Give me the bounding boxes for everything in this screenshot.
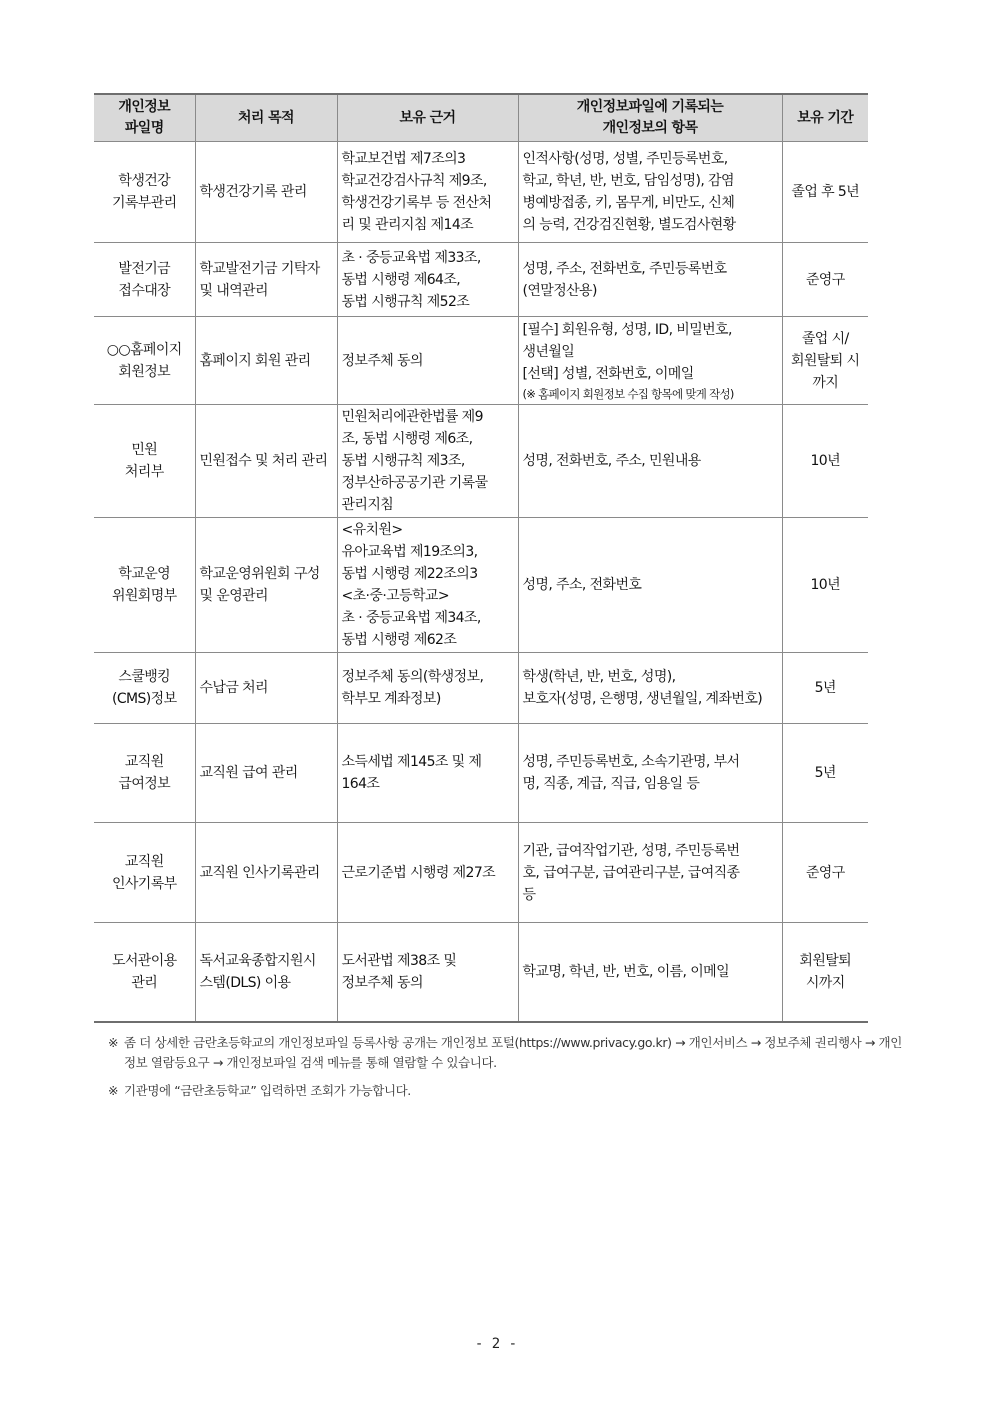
cell-line: 학교명, 학년, 반, 번호, 이름, 이메일 bbox=[522, 963, 730, 980]
cell-items bbox=[518, 653, 782, 724]
footnote-text: 기관명에 “금란초등학교” 입력하면 조회가 가능합니다. bbox=[124, 1083, 411, 1098]
cell-retention bbox=[782, 724, 868, 823]
cell-line: 근로기준법 시행령 제27조 bbox=[341, 864, 496, 881]
header-basis bbox=[337, 94, 518, 142]
cell-line: 학부모 계좌정보) bbox=[341, 691, 441, 707]
cell-line: 학생건강기록 관리 bbox=[199, 184, 307, 200]
cell-line: 정보주체 동의(학생정보, bbox=[341, 669, 484, 685]
cell-line: 정보주체 동의 bbox=[341, 974, 423, 991]
header-line: 처리 목적 bbox=[238, 109, 294, 126]
cell-line: 학교운영 bbox=[118, 566, 171, 582]
cell-line: 등 bbox=[522, 886, 536, 903]
cell-line: 병예방접종, 키, 몸무게, 비만도, 신체 bbox=[522, 195, 735, 211]
reference-mark: ※ bbox=[108, 1083, 119, 1098]
cell-line: 졸업 시/ bbox=[801, 330, 849, 347]
cell-line: 리 및 관리지침 제14조 bbox=[341, 217, 474, 233]
footnotes bbox=[108, 1033, 908, 1109]
table-row bbox=[94, 823, 868, 923]
cell-items bbox=[518, 243, 782, 317]
cell-line: 조, 동법 시행령 제6조, bbox=[341, 431, 473, 447]
cell-line: 준영구 bbox=[805, 864, 845, 881]
table-row bbox=[94, 724, 868, 823]
cell-retention bbox=[782, 405, 868, 518]
cell-line: 회원정보 bbox=[118, 363, 171, 380]
cell-line: 및 운영관리 bbox=[199, 588, 268, 604]
header-line: 파일명 bbox=[124, 120, 164, 136]
cell-file-name bbox=[94, 724, 195, 823]
cell-line: 민원 bbox=[131, 442, 158, 458]
items-note: (※ 홈페이지 회원정보 수집 항목에 맞게 작성) bbox=[522, 386, 734, 401]
cell-line: 수납금 처리 bbox=[199, 680, 268, 696]
header-purpose bbox=[195, 94, 337, 142]
header-file-name bbox=[94, 94, 195, 142]
cell-line: 관리 bbox=[131, 974, 158, 991]
cell-line: 10년 bbox=[810, 453, 841, 469]
cell-line: 학생건강기록부 등 전산처 bbox=[341, 195, 492, 211]
cell-basis bbox=[337, 243, 518, 317]
cell-purpose bbox=[195, 823, 337, 923]
cell-line: 유아교육법 제19조의3, bbox=[341, 544, 478, 560]
cell-line: 독서교육종합지원시 bbox=[199, 952, 316, 969]
cell-retention bbox=[782, 823, 868, 923]
cell-line: (연말정산용) bbox=[522, 282, 597, 299]
cell-line: 홈페이지 회원 관리 bbox=[199, 352, 311, 369]
cell-line: 스쿨뱅킹 bbox=[118, 669, 171, 685]
cell-purpose bbox=[195, 724, 337, 823]
table-row bbox=[94, 405, 868, 518]
cell-purpose bbox=[195, 317, 337, 405]
cell-line: 교직원 인사기록관리 bbox=[199, 864, 320, 881]
header-line: 개인정보파일에 기록되는 bbox=[576, 99, 724, 115]
cell-retention bbox=[782, 653, 868, 724]
cell-line: (CMS)정보 bbox=[111, 691, 177, 707]
cell-line: 의 능력, 건강검진현황, 별도검사현황 bbox=[522, 217, 736, 233]
cell-line: 5년 bbox=[814, 765, 836, 781]
table-row bbox=[94, 317, 868, 405]
cell-line: 회원탈퇴 bbox=[799, 952, 852, 969]
table-row bbox=[94, 653, 868, 724]
cell-file-name bbox=[94, 518, 195, 653]
header-line: 개인정보 bbox=[118, 99, 171, 115]
cell-line: 10년 bbox=[810, 577, 841, 593]
table-row bbox=[94, 518, 868, 653]
cell-line: 및 내역관리 bbox=[199, 282, 268, 299]
cell-line: 기록부관리 bbox=[111, 195, 177, 211]
cell-basis bbox=[337, 317, 518, 405]
cell-basis bbox=[337, 653, 518, 724]
cell-file-name bbox=[94, 653, 195, 724]
cell-line: 164조 bbox=[341, 776, 380, 792]
cell-purpose bbox=[195, 142, 337, 243]
cell-line: 회원탈퇴 시 bbox=[791, 352, 860, 369]
cell-line: <초·중·고등학교> bbox=[341, 588, 450, 604]
cell-line: 인적사항(성명, 성별, 주민등록번호, bbox=[522, 151, 728, 167]
cell-line: 교직원 급여 관리 bbox=[199, 765, 298, 781]
cell-line: 까지 bbox=[812, 374, 839, 391]
cell-line: 생년월일 bbox=[522, 343, 575, 360]
reference-mark: ※ bbox=[108, 1035, 119, 1050]
cell-items bbox=[518, 405, 782, 518]
cell-line: 관리지침 bbox=[341, 497, 394, 513]
cell-file-name bbox=[94, 243, 195, 317]
cell-line: 도서관법 제38조 및 bbox=[341, 952, 457, 969]
cell-items bbox=[518, 923, 782, 1022]
cell-line: 5년 bbox=[814, 680, 836, 696]
cell-line: 졸업 후 5년 bbox=[791, 184, 860, 200]
cell-basis bbox=[337, 823, 518, 923]
cell-file-name bbox=[94, 405, 195, 518]
header-items bbox=[518, 94, 782, 142]
cell-line: 도서관이용 bbox=[111, 952, 177, 969]
cell-line: 접수대장 bbox=[118, 282, 171, 299]
cell-retention bbox=[782, 142, 868, 243]
table-row bbox=[94, 142, 868, 243]
cell-line: 성명, 주민등록번호, 소속기관명, 부서 bbox=[522, 754, 740, 770]
cell-line: 시까지 bbox=[805, 974, 845, 991]
cell-line: 정부산하공공기관 기록물 bbox=[341, 475, 488, 491]
cell-file-name bbox=[94, 142, 195, 243]
cell-purpose bbox=[195, 923, 337, 1022]
cell-file-name bbox=[94, 923, 195, 1022]
cell-items bbox=[518, 724, 782, 823]
cell-line: 호, 급여구분, 급여관리구분, 급여직종 bbox=[522, 864, 740, 881]
page-number: - 2 - bbox=[474, 1336, 518, 1352]
table-header-row bbox=[94, 94, 868, 142]
cell-retention bbox=[782, 518, 868, 653]
cell-retention bbox=[782, 243, 868, 317]
cell-items bbox=[518, 142, 782, 243]
cell-retention bbox=[782, 317, 868, 405]
cell-retention bbox=[782, 923, 868, 1022]
cell-line: 동법 시행령 제62조 bbox=[341, 632, 457, 648]
cell-basis bbox=[337, 142, 518, 243]
cell-line: 학교운영위원회 구성 bbox=[199, 566, 320, 582]
cell-basis bbox=[337, 405, 518, 518]
cell-line: 보호자(성명, 은행명, 생년월일, 계좌번호) bbox=[522, 691, 763, 707]
cell-line: 소득세법 제145조 및 제 bbox=[341, 754, 482, 770]
cell-line: 동법 시행규칙 제3조, bbox=[341, 453, 465, 469]
cell-line: 학교보건법 제7조의3 bbox=[341, 151, 466, 167]
cell-items bbox=[518, 518, 782, 653]
cell-basis bbox=[337, 923, 518, 1022]
cell-purpose bbox=[195, 653, 337, 724]
cell-basis bbox=[337, 518, 518, 653]
cell-line: 교직원 bbox=[124, 754, 164, 770]
cell-line: 민원접수 및 처리 관리 bbox=[199, 453, 328, 469]
cell-line: 인사기록부 bbox=[111, 875, 177, 892]
footnote-portal bbox=[108, 1033, 908, 1073]
table-row bbox=[94, 243, 868, 317]
cell-line: 스템(DLS) 이용 bbox=[199, 974, 291, 991]
header-line: 보유 근거 bbox=[399, 109, 456, 126]
cell-line: 처리부 bbox=[124, 464, 164, 480]
cell-line: 준영구 bbox=[805, 271, 845, 288]
cell-line: <유치원> bbox=[341, 522, 403, 538]
cell-line: 초 · 중등교육법 제33조, bbox=[341, 249, 481, 266]
cell-line: 급여정보 bbox=[118, 776, 171, 792]
cell-line: 학교발전기금 기탁자 bbox=[199, 260, 320, 277]
cell-line: 동법 시행령 제22조의3 bbox=[341, 566, 478, 582]
cell-line: 학생(학년, 반, 번호, 성명), bbox=[522, 669, 676, 685]
cell-file-name bbox=[94, 823, 195, 923]
cell-line: 정보주체 동의 bbox=[341, 352, 423, 369]
cell-line: 발전기금 bbox=[118, 260, 171, 277]
cell-items bbox=[518, 823, 782, 923]
cell-line: 초 · 중등교육법 제34조, bbox=[341, 610, 481, 626]
header-line: 보유 기간 bbox=[797, 109, 854, 126]
cell-items bbox=[518, 317, 782, 405]
cell-line: 민원처리에관한법률 제9 bbox=[341, 409, 483, 425]
cell-line: 위원회명부 bbox=[111, 588, 177, 604]
cell-line: [필수] 회원유형, 성명, ID, 비밀번호, bbox=[522, 321, 732, 338]
cell-line: 학생건강 bbox=[118, 173, 171, 189]
cell-line: 명, 직종, 계급, 직급, 임용일 등 bbox=[522, 776, 700, 792]
cell-line: 교직원 bbox=[124, 853, 164, 870]
cell-line: [선택] 성별, 전화번호, 이메일 bbox=[522, 365, 694, 382]
cell-purpose bbox=[195, 518, 337, 653]
cell-line: ○○홈페이지 bbox=[106, 341, 182, 358]
cell-line: 학교건강검사규칙 제9조, bbox=[341, 173, 487, 189]
cell-line: 기관, 급여작업기관, 성명, 주민등록번 bbox=[522, 842, 740, 859]
cell-file-name bbox=[94, 317, 195, 405]
cell-line: 동법 시행령 제64조, bbox=[341, 271, 461, 288]
cell-line: 성명, 전화번호, 주소, 민원내용 bbox=[522, 453, 701, 469]
footnote-text: 좀 더 상세한 금란초등학교의 개인정보파일 등록사항 공개는 개인정보 포털(https://www.privacy.go.kr) → 개인서비스 → 정보주체 권리행사 → 개인정보 열람등요구 → 개인정보파일 검색 메뉴를 통해 열람할 수 있습니다. bbox=[124, 1035, 902, 1070]
header-retention bbox=[782, 94, 868, 142]
header-line: 개인정보의 항목 bbox=[602, 120, 698, 136]
cell-purpose bbox=[195, 405, 337, 518]
cell-line: 성명, 주소, 전화번호 bbox=[522, 577, 642, 593]
footnote-search bbox=[108, 1081, 908, 1101]
table-body bbox=[94, 142, 868, 1022]
personal-info-file-table bbox=[94, 93, 868, 1023]
cell-line: 동법 시행규칙 제52조 bbox=[341, 293, 470, 310]
table-row bbox=[94, 923, 868, 1022]
cell-line: 학교, 학년, 반, 번호, 담임성명), 감염 bbox=[522, 173, 734, 189]
cell-purpose bbox=[195, 243, 337, 317]
cell-line: 성명, 주소, 전화번호, 주민등록번호 bbox=[522, 260, 727, 277]
cell-basis bbox=[337, 724, 518, 823]
